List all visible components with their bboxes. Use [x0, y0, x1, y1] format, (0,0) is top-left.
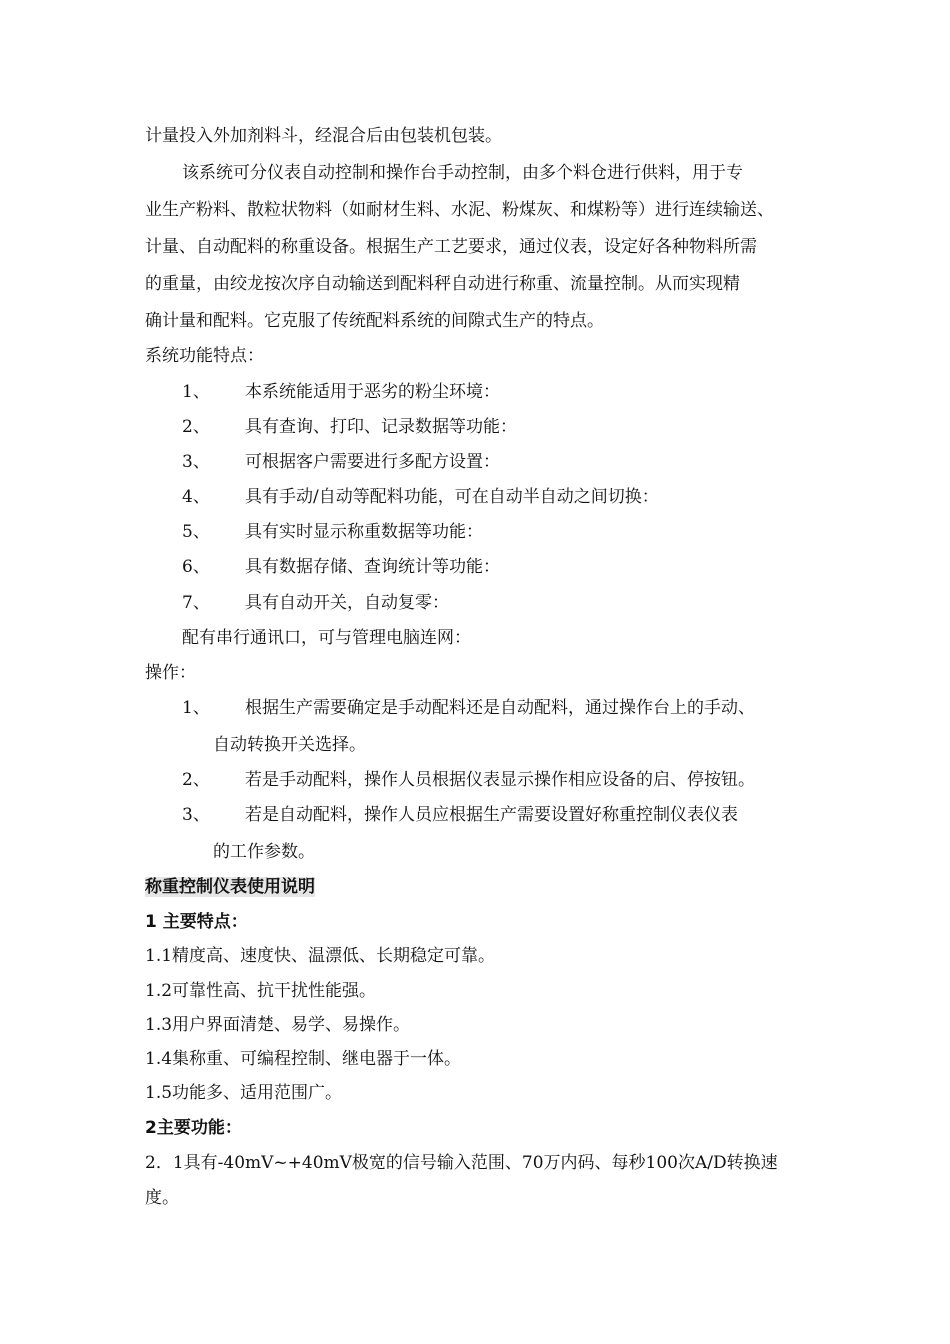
- features-extra: 配有串行通讯口，可与管理电脑连网：: [182, 628, 471, 648]
- item-text: 具有自动开关，自动复零：: [245, 593, 449, 613]
- manual-heading-wrap: [145, 876, 315, 898]
- section-item: 1.2可靠性高、抗干扰性能强。: [145, 981, 377, 1001]
- manual-heading: 称重控制仪表使用说明: [145, 877, 315, 897]
- item-number: 2、: [182, 417, 210, 437]
- item-number: 2、: [182, 770, 210, 790]
- features-title: 系统功能特点：: [145, 346, 264, 366]
- item-number: 5、: [182, 522, 210, 542]
- item-text: 可根据客户需要进行多配方设置：: [245, 452, 500, 472]
- item-text: 具有查询、打印、记录数据等功能：: [245, 417, 517, 437]
- section-title: 2主要功能：: [145, 1118, 242, 1138]
- intro-paragraph-line: 计量、自动配料的称重设备。根据生产工艺要求，通过仪表，设定好各种物料所需: [145, 237, 757, 257]
- operation-title: 操作：: [145, 663, 196, 683]
- operation-item-continuation: 自动转换开关选择。: [213, 735, 366, 755]
- intro-paragraph-line: 的重量，由绞龙按次序自动输送到配料秤自动进行称重、流量控制。从而实现精: [145, 274, 740, 294]
- item-number: 3、: [182, 805, 210, 825]
- item-number: 7、: [182, 593, 210, 613]
- item-text: 本系统能适用于恶劣的粉尘环境：: [245, 382, 500, 402]
- item-text: 根据生产需要确定是手动配料还是自动配料，通过操作台上的手动、: [245, 698, 755, 718]
- operation-item-continuation: 的工作参数。: [213, 842, 315, 862]
- item-text: 若是自动配料，操作人员应根据生产需要设置好称重控制仪表仪表: [245, 805, 738, 825]
- item-text: 具有手动/自动等配料功能，可在自动半自动之间切换：: [245, 487, 659, 507]
- item-number: 1、: [182, 698, 210, 718]
- item-number: 1、: [182, 382, 210, 402]
- intro-line: 计量投入外加剂料斗，经混合后由包装机包装。: [145, 126, 502, 146]
- section-item-continuation: 度。: [145, 1188, 179, 1208]
- item-number: 3、: [182, 452, 210, 472]
- intro-paragraph-line: 确计量和配料。它克服了传统配料系统的间隙式生产的特点。: [145, 311, 604, 331]
- section-item: 1.4集称重、可编程控制、继电器于一体。: [145, 1049, 462, 1069]
- item-text: 具有实时显示称重数据等功能：: [245, 522, 483, 542]
- intro-paragraph-line: 该系统可分仪表自动控制和操作台手动控制，由多个料仓进行供料，用于专: [182, 163, 743, 183]
- section-title: 1 主要特点：: [145, 912, 248, 932]
- item-text: 若是手动配料，操作人员根据仪表显示操作相应设备的启、停按钮。: [245, 770, 755, 790]
- section-item: 1.3用户界面清楚、易学、易操作。: [145, 1015, 411, 1035]
- section-item: 1.5功能多、适用范围广。: [145, 1083, 343, 1103]
- section-item: 1.1精度高、速度快、温漂低、长期稳定可靠。: [145, 946, 496, 966]
- item-text: 具有数据存储、查询统计等功能：: [245, 557, 500, 577]
- section-item: 2．1具有-40mV~+40mV极宽的信号输入范围、70万内码、每秒100次A/D转换速: [145, 1153, 778, 1173]
- item-number: 6、: [182, 557, 210, 577]
- intro-paragraph-line: 业生产粉料、散粒状物料（如耐材生料、水泥、粉煤灰、和煤粉等）进行连续输送、: [145, 200, 774, 220]
- item-number: 4、: [182, 487, 210, 507]
